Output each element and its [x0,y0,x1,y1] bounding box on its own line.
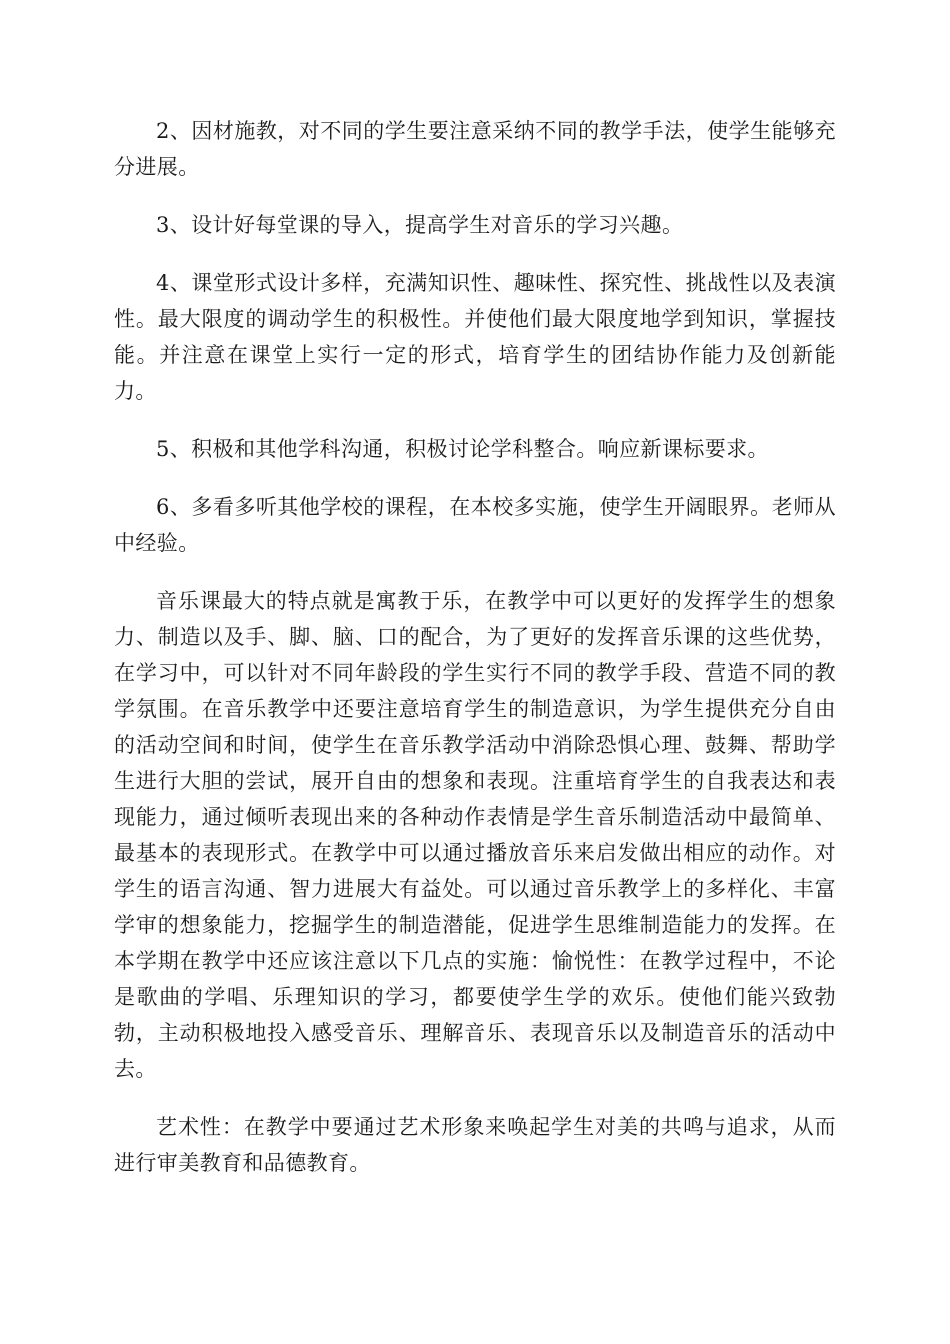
paragraph-item-2: 2、因材施教，对不同的学生要注意采纳不同的教学手法，使学生能够充分进展。 [114,119,836,179]
paragraph-music-features: 音乐课最大的特点就是寓教于乐，在教学中可以更好的发挥学生的想象力、制造以及手、脚、脑、口的配合，为了更好的发挥音乐课的这些优势，在学习中，可以针对不同年龄段的学生实行不同的教学手段、营造不同的教学氛围。在音乐教学中还要注意培育学生的制造意识，为学生提供充分自由的活动空间和时间，使学生在音乐教学活动中消除恐惧心理、鼓舞、帮助学生进行大胆的尝试，展开自由的想象和表现。注重培育学生的自我表达和表现能力，通过倾听表现出来的各种动作表情是学生音乐制造活动中最简单、最基本的表现形式。在教学中可以通过播放音乐来启发做出相应的动作。对学生的语言沟通、智力进展大有益处。可以通过音乐教学上的多样化、丰富学审的想象能力，挖掘学生的制造潜能，促进学生思维制造能力的发挥。在本学期在教学中还应该注意以下几点的实施：愉悦性：在教学过程中，不论是歌曲的学唱、乐理知识的学习，都要使学生学的欢乐。使他们能兴致勃勃，主动积极地投入感受音乐、理解音乐、表现音乐以及制造音乐的活动中去。 [114,589,836,1081]
paragraph-artistry: 艺术性：在教学中要通过艺术形象来唤起学生对美的共鸣与追求，从而进行审美教育和品德教育。 [114,1115,836,1175]
paragraph-item-5: 5、积极和其他学科沟通，积极讨论学科整合。响应新课标要求。 [156,437,769,461]
paragraph-item-3: 3、设计好每堂课的导入，提高学生对音乐的学习兴趣。 [156,213,684,237]
paragraph-item-6: 6、多看多听其他学校的课程，在本校多实施，使学生开阔眼界。老师从中经验。 [114,495,836,555]
document-body [114,113,836,1203]
paragraph-item-4: 4、课堂形式设计多样，充满知识性、趣味性、探究性、挑战性以及表演性。最大限度的调动学生的积极性。并使他们最大限度地学到知识，掌握技能。并注意在课堂上实行一定的形式，培育学生的团结协作能力及创新能力。 [114,271,836,403]
